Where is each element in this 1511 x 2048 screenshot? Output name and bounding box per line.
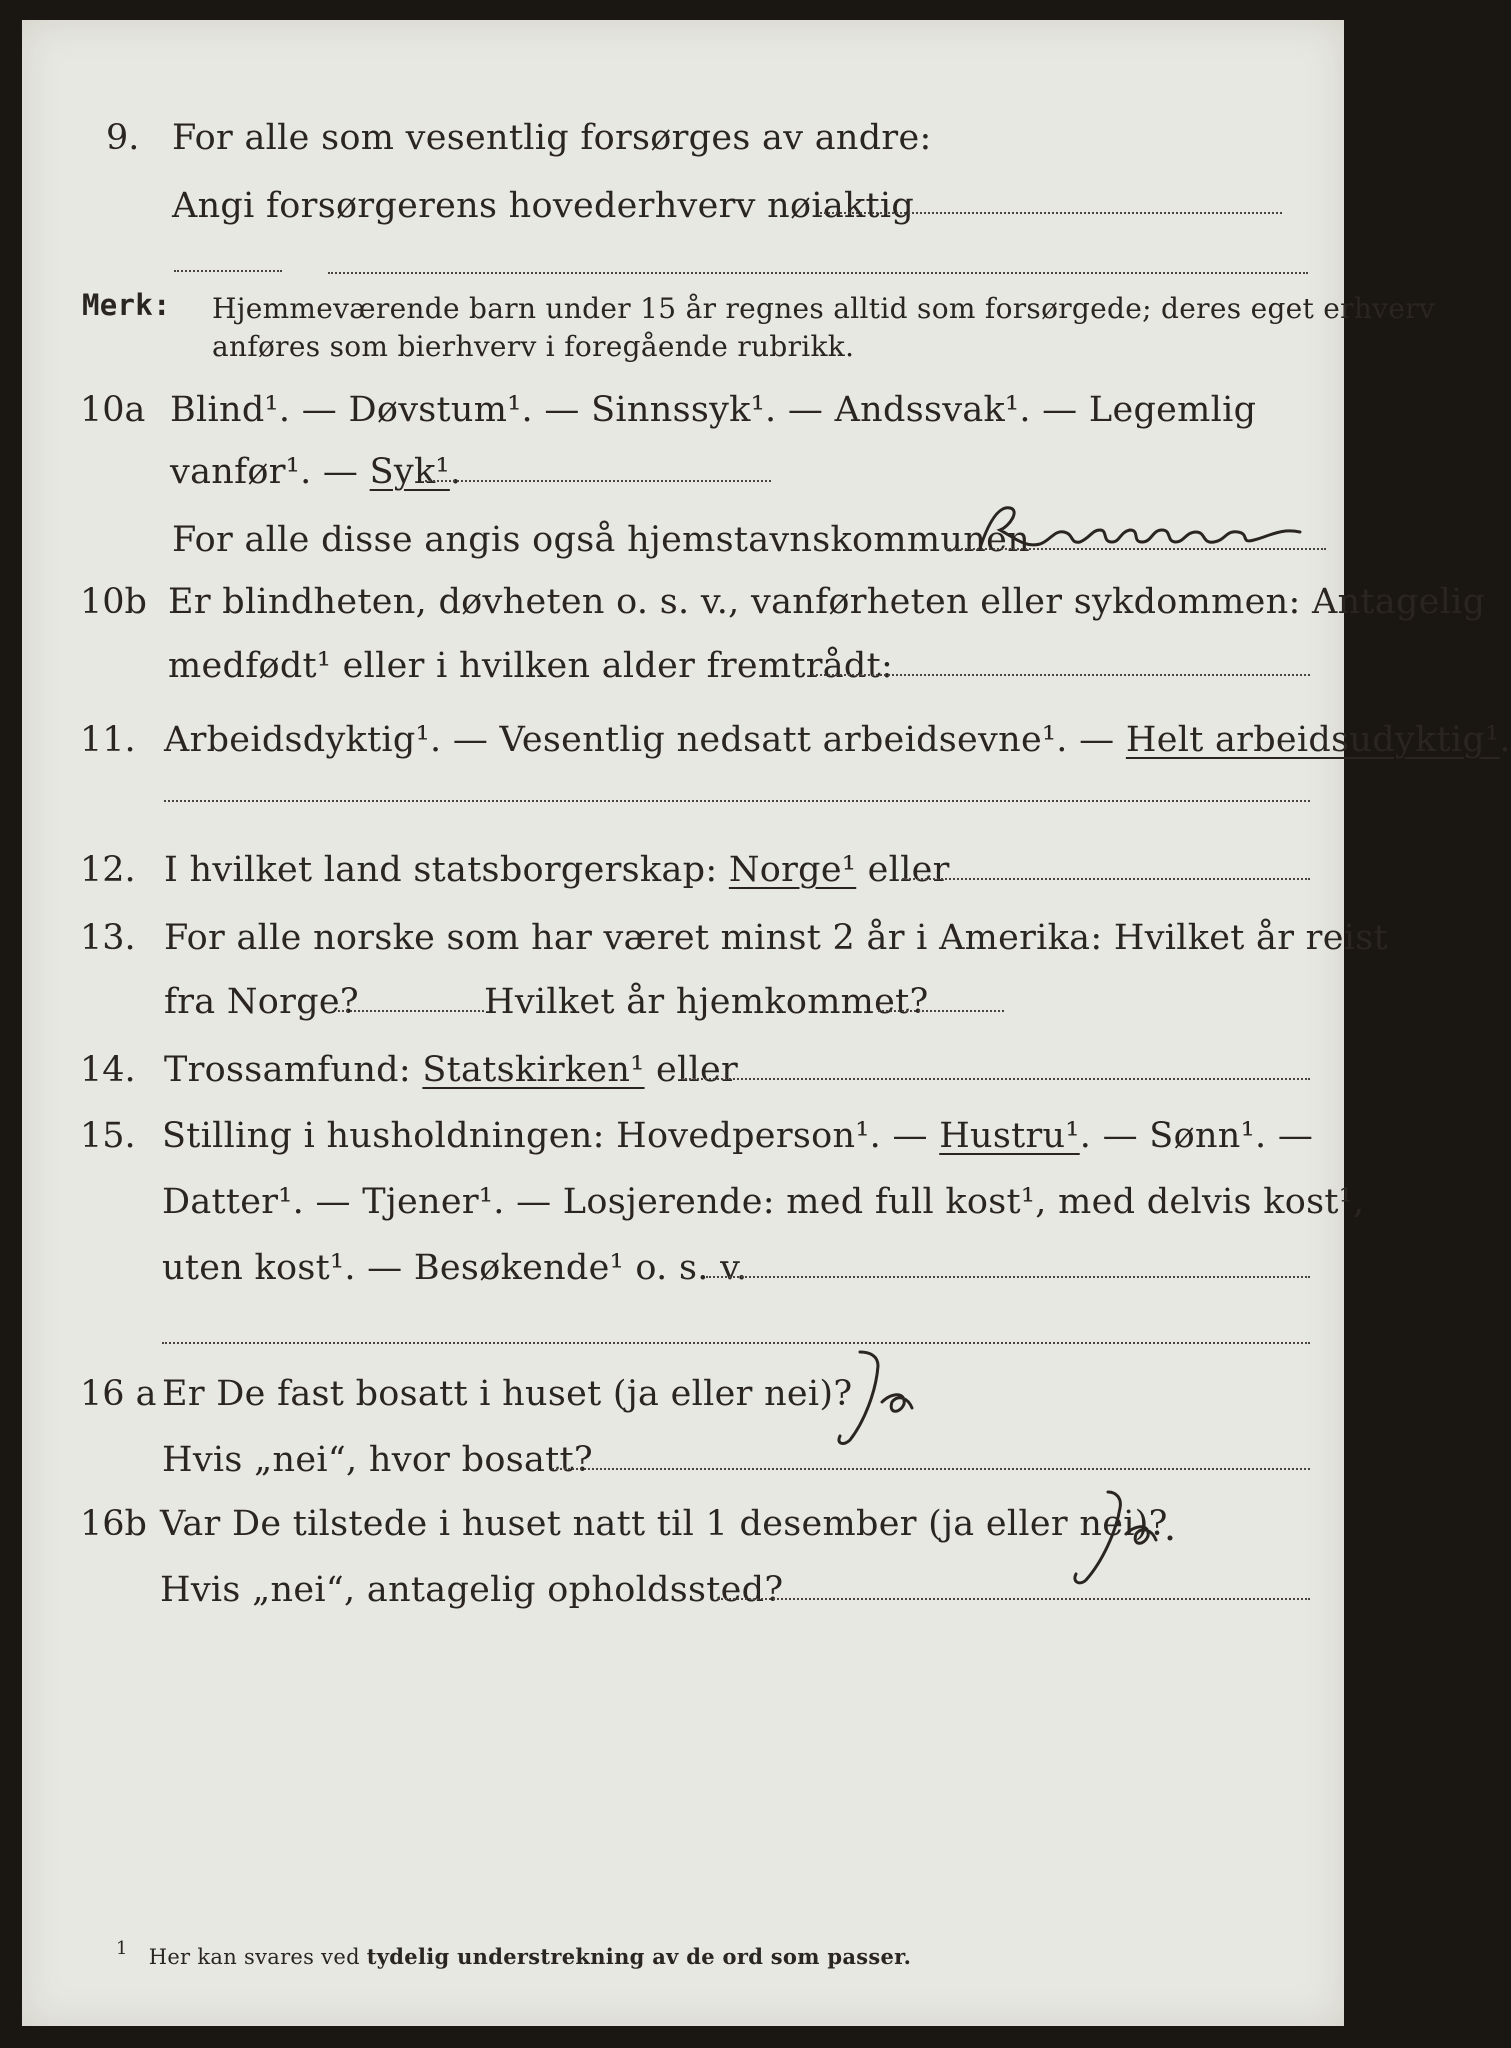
- q12-pre: I hvilket land statsborgerskap:: [164, 850, 729, 890]
- q11-helt-arbeidsudyktig-underlined: Helt arbeidsudyktig¹: [1125, 720, 1500, 760]
- q9-line1: For alle som vesentlig forsørges av andre:: [172, 118, 932, 158]
- q10b-answer-line[interactable]: [812, 674, 1310, 676]
- q10a-syk-line[interactable]: [425, 480, 771, 482]
- q14-post: eller: [644, 1050, 739, 1090]
- q14-pre: Trossamfund:: [164, 1050, 423, 1090]
- q9-answer-line[interactable]: [820, 212, 1282, 214]
- q13-line2a: fra Norge?: [164, 982, 359, 1022]
- q11-number: 11.: [80, 720, 136, 760]
- q11-line: [164, 720, 1511, 760]
- q10b-number: 10b: [80, 582, 147, 622]
- q15-extra-line[interactable]: [162, 1342, 1310, 1344]
- merk-line2: anføres som bierhverv i foregående rubrikk.: [212, 330, 855, 363]
- q14-line: [164, 1050, 738, 1090]
- q13-hjemkommet-line[interactable]: [878, 1010, 1004, 1012]
- q15-line1-pre: Stilling i husholdningen: Hovedperson¹. —: [162, 1116, 940, 1156]
- q15-number: 15.: [80, 1116, 136, 1156]
- q15-hustru-underlined: Hustru¹: [939, 1116, 1080, 1156]
- q15-line1-post: . — Sønn¹. —: [1079, 1116, 1314, 1156]
- q11-pre: Arbeidsdyktig¹. — Vesentlig nedsatt arbeidsevne¹. —: [164, 720, 1126, 760]
- q16b-answer-text: Ja.: [1062, 1482, 1064, 1483]
- q15-line2: Datter¹. — Tjener¹. — Losjerende: med full kost¹, med delvis kost¹,: [162, 1182, 1365, 1222]
- q16a-line1: Er De fast bosatt i huset (ja eller nei)?: [162, 1374, 853, 1414]
- q10a-syk-underlined: Syk¹: [369, 452, 450, 492]
- q11-extra-line[interactable]: [164, 800, 1310, 802]
- q10a-line2-post: .: [449, 452, 462, 492]
- q15-line3: uten kost¹. — Besøkende¹ o. s. v.: [162, 1248, 748, 1288]
- q12-line: [164, 850, 950, 890]
- q13-reist-line[interactable]: [338, 1010, 484, 1012]
- q16b-number: 16b: [80, 1504, 147, 1544]
- q13-line2b: Hvilket år hjemkommet?: [484, 982, 929, 1022]
- q10a-line3: For alle disse angis også hjemstavnskommunen: [172, 520, 1030, 560]
- q14-answer-line[interactable]: [682, 1078, 1310, 1080]
- q13-number: 13.: [80, 918, 136, 958]
- census-form-page: [22, 20, 1511, 2026]
- q10a-number: 10a: [80, 390, 146, 430]
- q14-statskirken-underlined: Statskirken¹: [422, 1050, 645, 1090]
- footnote: [116, 1938, 911, 1969]
- q12-answer-line[interactable]: [902, 878, 1310, 880]
- q16a-bosatt-line[interactable]: [552, 1468, 1310, 1470]
- q16b-line2: Hvis „nei“, antagelig opholdssted?: [160, 1570, 784, 1610]
- q16b-handwritten-answer: [1062, 1482, 1202, 1592]
- q15-line1: [162, 1116, 1313, 1156]
- q12-post: eller: [856, 850, 950, 890]
- q10a-line2-pre: vanfør¹. —: [170, 452, 370, 492]
- q16a-answer-text: Ja: [822, 1342, 823, 1343]
- q13-line1: For alle norske som har været minst 2 år i Amerika: Hvilket år reist: [164, 918, 1388, 958]
- q10a-line2: [170, 452, 461, 492]
- q10a-line1: Blind¹. — Døvstum¹. — Sinnssyk¹. — Andssvak¹. — Legemlig: [170, 390, 1257, 430]
- q10a-handwritten-answer: [970, 498, 1350, 568]
- q16b-line1: Var De tilstede i huset natt til 1 desember (ja eller nei)?: [160, 1504, 1168, 1544]
- merk-label: Merk:: [82, 288, 171, 322]
- q16a-number: 16 a: [80, 1374, 157, 1414]
- q16b-opholdssted-line[interactable]: [718, 1598, 1310, 1600]
- q14-number: 14.: [80, 1050, 136, 1090]
- q10b-line2: medfødt¹ eller i hvilken alder fremtrådt:: [168, 646, 894, 686]
- q9-extra-line-a[interactable]: [174, 270, 282, 272]
- q16a-handwritten-answer: [822, 1342, 942, 1452]
- q9-extra-line-b[interactable]: [328, 272, 1308, 274]
- q11-post: .: [1499, 720, 1511, 760]
- q9-line2: Angi forsørgerens hovederhverv nøiaktig: [172, 186, 915, 226]
- footnote-text-bold: tydelig understrekning av de ord som passer.: [366, 1944, 912, 1969]
- q12-number: 12.: [80, 850, 136, 890]
- q9-number: 9.: [106, 118, 140, 158]
- q12-norge-underlined: Norge¹: [728, 850, 857, 890]
- q16a-line2: Hvis „nei“, hvor bosatt?: [162, 1440, 593, 1480]
- q15-answer-line[interactable]: [706, 1276, 1310, 1278]
- q10b-line1: Er blindheten, døvheten o. s. v., vanførheten eller sykdommen: Antagelig: [168, 582, 1486, 622]
- q10a-answer-text: Romnes: [970, 498, 975, 499]
- footnote-mark: 1: [116, 1938, 128, 1959]
- merk-line1: Hjemmeværende barn under 15 år regnes alltid som forsørgede; deres eget erhverv: [212, 292, 1435, 325]
- footnote-text: Her kan svares ved: [148, 1945, 367, 1969]
